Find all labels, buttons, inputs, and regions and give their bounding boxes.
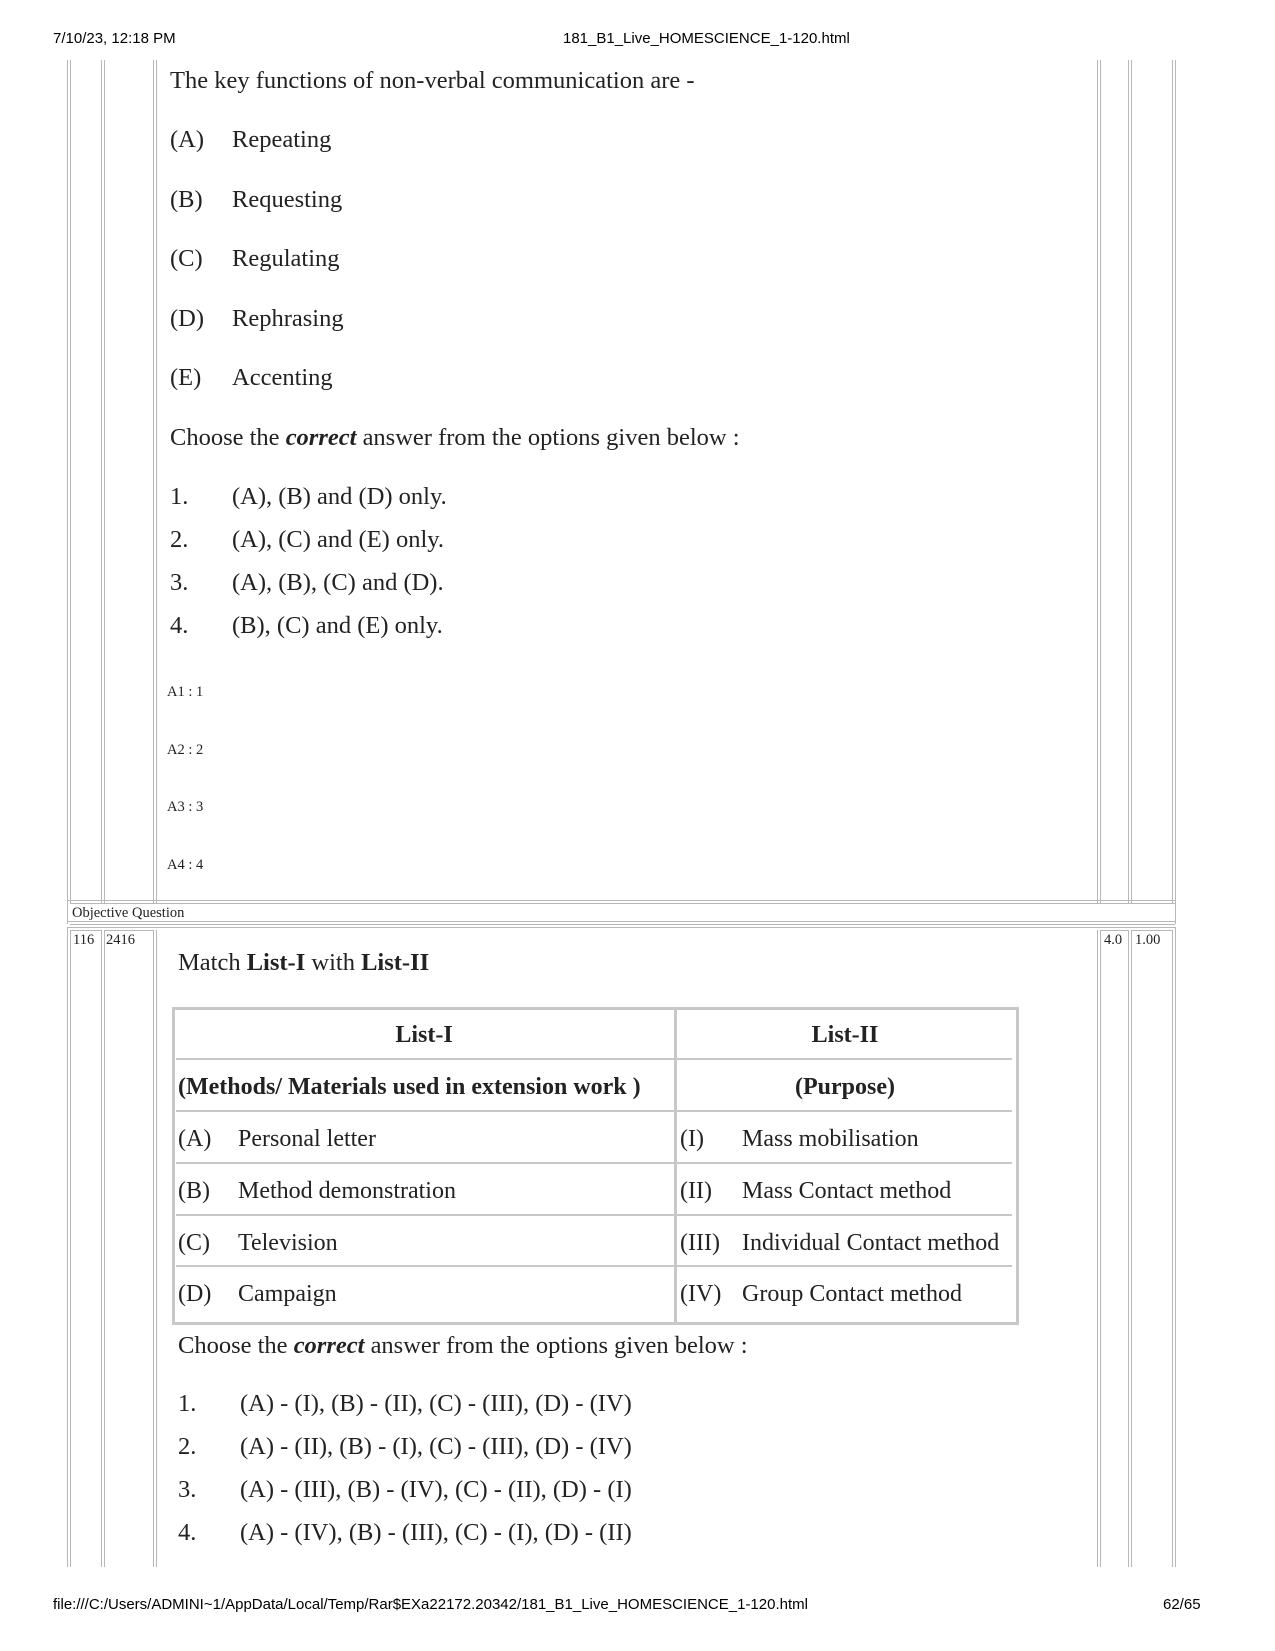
q116-option xyxy=(178,1433,632,1461)
row-text-list2: Mass mobilisation xyxy=(742,1126,919,1152)
row-text-list1: Personal letter xyxy=(238,1126,376,1152)
option-number: 2. xyxy=(178,1433,197,1460)
table-sub-list1: (Methods/ Materials used in extension work ) xyxy=(178,1074,641,1100)
table-row xyxy=(178,1230,338,1257)
row-text-list2: Group Contact method xyxy=(742,1281,962,1307)
row-label-list2: (III) xyxy=(680,1230,720,1256)
option-text: (A), (C) and (E) only. xyxy=(232,526,445,553)
stem-list1: List-I xyxy=(246,949,306,976)
stem-prefix: Match xyxy=(178,949,247,976)
question-type-label: Objective Question xyxy=(72,905,185,921)
question-marks: 4.0 xyxy=(1104,932,1123,948)
print-doc-title: 181_B1_Live_HOMESCIENCE_1-120.html xyxy=(563,30,850,47)
q116-option xyxy=(178,1390,632,1418)
print-datetime: 7/10/23, 12:18 PM xyxy=(53,30,176,47)
row-label-list2: (II) xyxy=(680,1178,712,1204)
print-page-counter: 62/65 xyxy=(1163,1596,1201,1613)
item-text: Requesting xyxy=(232,186,343,213)
row-label-list1: (A) xyxy=(178,1126,212,1152)
stem-mid: with xyxy=(305,949,362,976)
item-text: Accenting xyxy=(232,364,333,391)
q115-item xyxy=(170,245,340,273)
option-number: 1. xyxy=(178,1390,197,1417)
instruction-prefix: Choose the xyxy=(178,1332,294,1359)
option-text: (A), (B), (C) and (D). xyxy=(232,569,444,596)
table-row xyxy=(178,1126,376,1153)
row-label-list1: (D) xyxy=(178,1281,212,1307)
q115-instruction xyxy=(170,424,740,452)
option-text: (A) - (II), (B) - (I), (C) - (III), (D) - (IV) xyxy=(240,1433,632,1460)
table-row xyxy=(680,1178,951,1205)
option-number: 2. xyxy=(170,526,189,553)
row-text-list1: Campaign xyxy=(238,1281,337,1307)
option-number: 4. xyxy=(178,1519,197,1546)
item-text: Repeating xyxy=(232,126,332,153)
instruction-prefix: Choose the xyxy=(170,424,286,451)
instruction-emphasis: correct xyxy=(293,1332,365,1359)
item-label: (A) xyxy=(170,126,205,153)
item-label: (C) xyxy=(170,245,203,272)
q116-option xyxy=(178,1476,632,1504)
row-label-list1: (C) xyxy=(178,1230,210,1256)
row-label-list1: (B) xyxy=(178,1178,210,1204)
item-text: Regulating xyxy=(232,245,340,272)
option-number: 4. xyxy=(170,612,189,639)
option-number: 1. xyxy=(170,483,189,510)
row-text-list1: Method demonstration xyxy=(238,1178,456,1204)
q115-item xyxy=(170,186,342,214)
option-number: 3. xyxy=(170,569,189,596)
q115-option xyxy=(170,612,443,640)
q115-option xyxy=(170,526,444,554)
item-label: (B) xyxy=(170,186,203,213)
answer-key: A2 : 2 xyxy=(167,742,204,758)
question-id: 2416 xyxy=(106,932,135,948)
instruction-suffix: answer from the options given below : xyxy=(364,1332,748,1359)
answer-key: A3 : 3 xyxy=(167,799,204,815)
table-sub-list2: (Purpose) xyxy=(795,1074,895,1100)
item-label: (E) xyxy=(170,364,202,391)
item-text: Rephrasing xyxy=(232,305,344,332)
row-label-list2: (I) xyxy=(680,1126,704,1152)
q116-stem xyxy=(178,949,429,977)
q115-item xyxy=(170,364,333,392)
q115-option xyxy=(170,569,444,597)
option-text: (A) - (I), (B) - (II), (C) - (III), (D) - (IV) xyxy=(240,1390,632,1417)
table-head-list2: List-II xyxy=(811,1022,879,1048)
row-text-list1: Television xyxy=(238,1230,338,1256)
option-text: (A), (B) and (D) only. xyxy=(232,483,447,510)
row-text-list2: Mass Contact method xyxy=(742,1178,952,1204)
table-head-list1: List-I xyxy=(395,1022,453,1048)
question-negative-marks: 1.00 xyxy=(1135,932,1161,948)
print-file-path: file:///C:/Users/ADMINI~1/AppData/Local/Temp/Rar$EXa22172.20342/181_B1_Live_HOMESCIENCE_1-120.html xyxy=(53,1596,808,1613)
question-serial: 116 xyxy=(73,932,95,948)
table-row xyxy=(680,1281,962,1308)
answer-key: A4 : 4 xyxy=(167,857,204,873)
instruction-suffix: answer from the options given below : xyxy=(356,424,740,451)
option-number: 3. xyxy=(178,1476,197,1503)
table-row xyxy=(178,1178,456,1205)
answer-key: A1 : 1 xyxy=(167,684,204,700)
option-text: (A) - (III), (B) - (IV), (C) - (II), (D) - (I) xyxy=(240,1476,632,1503)
item-label: (D) xyxy=(170,305,205,332)
q116-instruction xyxy=(178,1332,748,1360)
row-label-list2: (IV) xyxy=(680,1281,722,1307)
q115-item xyxy=(170,305,344,333)
stem-list2: List-II xyxy=(361,949,430,976)
option-text: (A) - (IV), (B) - (III), (C) - (I), (D) - (II) xyxy=(240,1519,632,1546)
row-text-list2: Individual Contact method xyxy=(742,1230,1000,1256)
table-row xyxy=(680,1126,919,1153)
q115-option xyxy=(170,483,447,511)
q115-item xyxy=(170,126,331,154)
instruction-emphasis: correct xyxy=(285,424,357,451)
q115-stem: The key functions of non-verbal communication are - xyxy=(170,67,695,94)
q116-option xyxy=(178,1519,632,1547)
table-row xyxy=(178,1281,337,1308)
option-text: (B), (C) and (E) only. xyxy=(232,612,443,639)
table-row xyxy=(680,1230,999,1257)
